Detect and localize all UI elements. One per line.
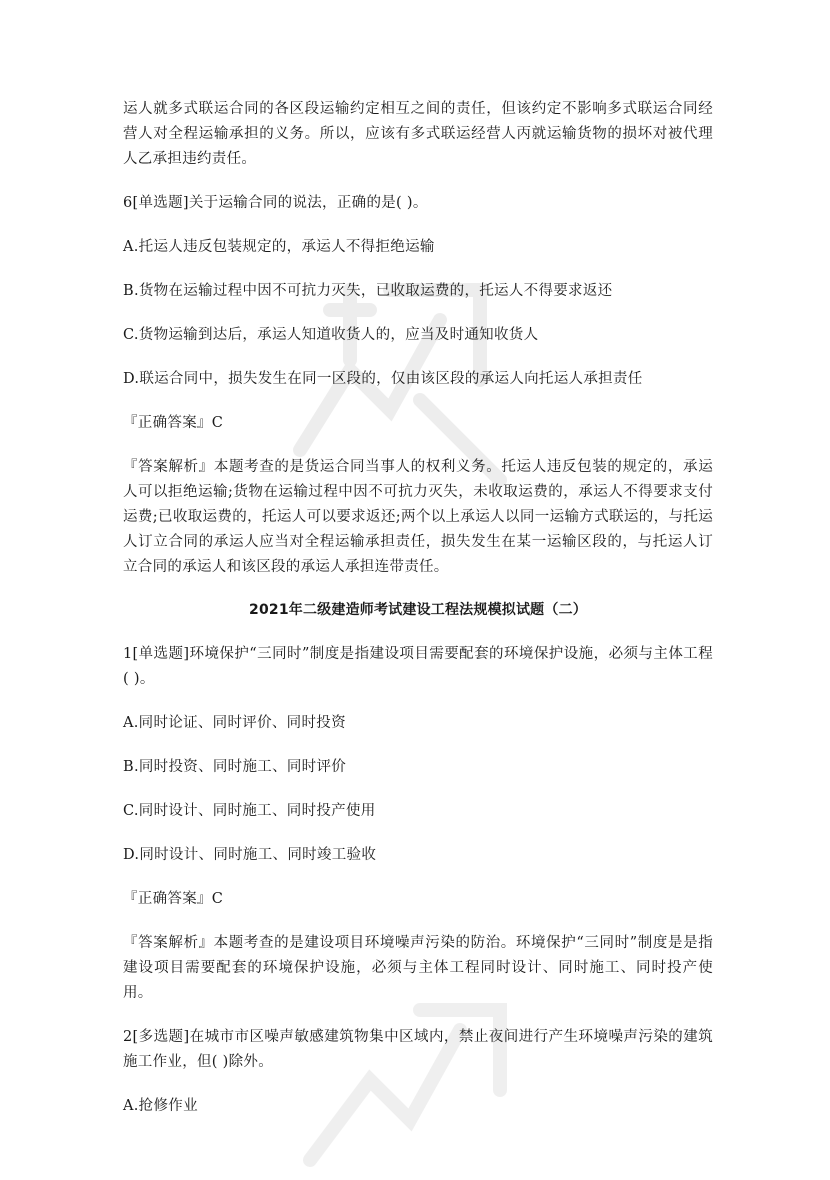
question-2-stem: 2[多选题]在城市市区噪声敏感建筑物集中区域内，禁止夜间进行产生环境噪声污染的建筑施工作业，但( )除外。 — [123, 1029, 713, 1070]
question-2-option-a: A.抢修作业 — [123, 1098, 198, 1114]
question-1-option-b: B.同时投资、同时施工、同时评价 — [123, 759, 347, 775]
section1-intro-paragraph: 运人就多式联运合同的各区段运输约定相互之间的责任，但该约定不影响多式联运合同经营人对全程运输承担的义务。所以，应该有多式联运经营人丙就运输货物的损坏对被代理人乙承担违约责任。 — [123, 101, 713, 167]
question-6-option-c: C.货物运输到达后，承运人知道收货人的，应当及时通知收货人 — [123, 327, 539, 343]
question-6-stem: 6[单选题]关于运输合同的说法，正确的是( )。 — [123, 195, 428, 211]
question-1-option-a: A.同时论证、同时评价、同时投资 — [123, 715, 346, 731]
question-1-analysis: 『答案解析』本题考查的是建设项目环境噪声污染的防治。环境保护“三同时”制度是是指建设项目需要配套的环境保护设施，必须与主体工程同时设计、同时施工、同时投产使用。 — [123, 935, 713, 1001]
question-6-analysis: 『答案解析』本题考查的是货运合同当事人的权利义务。托运人违反包装的规定的，承运人可以拒绝运输;货物在运输过程中因不可抗力灭失，未收取运费的，承运人不得要求支付运费;已收取运费的，托运人可以要求返还;两个以上承运人以同一运输方式联运的，与托运人订立合同的承运人应当对全程运输承担责任，损失发生在某一运输区段的，与托运人订立合同的承运人和该区段的承运人承担连带责任。 — [123, 459, 713, 575]
section-title: 2021年二级建造师考试建设工程法规模拟试题（二） — [249, 602, 587, 618]
question-1-option-c: C.同时设计、同时施工、同时投产使用 — [123, 803, 376, 819]
question-6-option-a: A.托运人违反包装规定的，承运人不得拒绝运输 — [123, 239, 435, 255]
document-body — [123, 97, 713, 1119]
question-6-answer: 『正确答案』C — [123, 415, 224, 431]
question-1-option-d: D.同时设计、同时施工、同时竣工验收 — [123, 847, 377, 863]
question-6-option-d: D.联运合同中，损失发生在同一区段的，仅由该区段的承运人向托运人承担责任 — [123, 371, 643, 387]
question-1-answer: 『正确答案』C — [123, 891, 224, 907]
question-6-option-b: B.货物在运输过程中因不可抗力灭失，已收取运费的，托运人不得要求返还 — [123, 283, 613, 299]
question-1-stem: 1[单选题]环境保护“三同时”制度是指建设项目需要配套的环境保护设施，必须与主体工程( )。 — [123, 646, 713, 687]
